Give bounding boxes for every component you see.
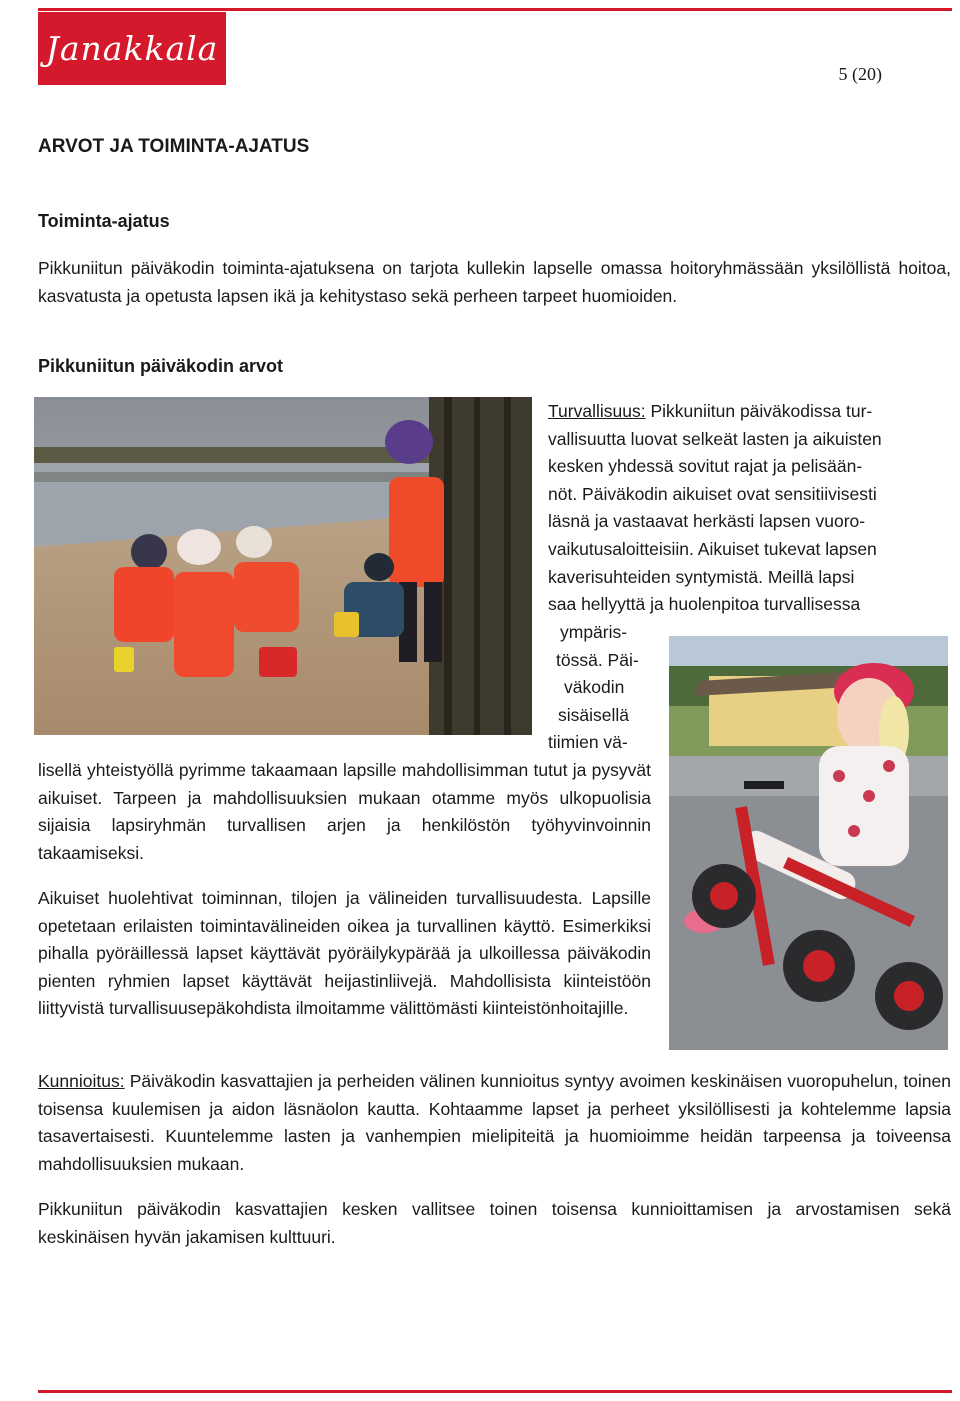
wrap-line-5: tiimien vä- xyxy=(548,732,628,752)
turvallisuus-line-5: läsnä ja vastaavat herkästi lapsen vuoro- xyxy=(548,511,866,531)
janakkala-logo xyxy=(38,12,226,85)
logo-text: Janakkala xyxy=(45,29,219,68)
top-rule xyxy=(38,8,952,11)
wrap-line-4: sisäisellä xyxy=(558,705,629,725)
bottom-rule xyxy=(38,1390,952,1393)
turvallisuus-line-8: saa hellyyttä ja huolenpitoa turvallisessa xyxy=(548,594,861,614)
turvallisuus-paragraph-2: Aikuiset huolehtivat toiminnan, tilojen ja välineiden turvallisuudesta. Lapsille opetetaan erilaisten toimintavälineiden oikea ja turvallinen käyttö. Esimerkiksi pihalla pyöräillessä lapset käyttävät pyöräilykypärää ja ulkoillessa päiväkodin pienten ryhmien lapset käyttävät heijastinliivejä. Mahdollisista kiinteistöön liittyvistä turvallisuusepäkohdista ilmoitamme välittömästi kiinteistönhoitajille. xyxy=(38,888,651,1019)
turvallisuus-line-3: kesken yhdessä sovitut rajat ja pelisään- xyxy=(548,456,863,476)
toiminta-paragraph: Pikkuniitun päiväkodin toiminta-ajatuksena on tarjota kullekin lapselle omassa hoitoryhmässään yksilöllistä hoitoa, kasvatusta ja opetusta lapsen ikä ja kehitystaso sekä perheen tarpeet huomioiden. xyxy=(38,258,951,306)
turvallisuus-line-2: vallisuutta luovat selkeät lasten ja aikuisten xyxy=(548,429,882,449)
turvallisuus-line-7: kaverisuhteiden syntymistä. Meillä lapsi xyxy=(548,567,855,587)
wrap-line-2: tössä. Päi- xyxy=(556,650,639,670)
turvallisuus-line-4: nöt. Päiväkodin aikuiset ovat sensitiivisesti xyxy=(548,484,877,504)
wrap-line-3: väkodin xyxy=(564,677,625,697)
kunnioitus-label: Kunnioitus: xyxy=(38,1071,125,1091)
beach-children-photo xyxy=(34,397,532,735)
page-title: ARVOT JA TOIMINTA-AJATUS xyxy=(38,136,310,157)
section-title-toiminta: Toiminta-ajatus xyxy=(38,211,170,231)
page-number: 5 (20) xyxy=(838,64,882,84)
kunnioitus-paragraph: Kunnioitus: Päiväkodin kasvattajien ja perheiden välinen kunnioitus syntyy avoimen keskinäisen vuoropuhelun, toinen toisensa kuulemisen ja aidon läsnäolon kautta. Kohtaamme lapset ja perheet yksilöllisesti ja kohtelemme lapsia tasavertaisesti. Kuuntelemme lasten ja vanhempien mielipiteitä ja huomioimme heidän tarpeensa ja toiveensa mahdollisuuksien mukaan. xyxy=(38,1071,951,1174)
closing-paragraph: Pikkuniitun päiväkodin kasvattajien kesken vallitsee toinen toisensa kunnioittamisen ja arvostamisen sekä keskinäisen hyvän jakamisen kulttuuri. xyxy=(38,1199,951,1247)
section-title-arvot: Pikkuniitun päiväkodin arvot xyxy=(38,356,284,376)
turvallisuus-continued: lisellä yhteistyöllä pyrimme takaamaan lapsille mahdollisimman tutut ja pysyvät aikuiset. Tarpeen ja mahdollisuuksien mukaan otamme myös ulkopuolisia sijaisia lapsiryhmän turvallisen arjen ja henkilöstön työhyvinvoinnin takaamiseksi. xyxy=(38,760,651,863)
turvallisuus-line-6: vaikutusaloitteisiin. Aikuiset tukevat lapsen xyxy=(548,539,877,559)
wrap-line-1: ympäris- xyxy=(560,622,628,642)
turvallisuus-label: Turvallisuus: xyxy=(548,401,646,421)
turvallisuus-line-1: Turvallisuus: Pikkuniitun päiväkodissa tur- xyxy=(548,401,873,421)
tricycle-child-photo xyxy=(669,636,948,1050)
